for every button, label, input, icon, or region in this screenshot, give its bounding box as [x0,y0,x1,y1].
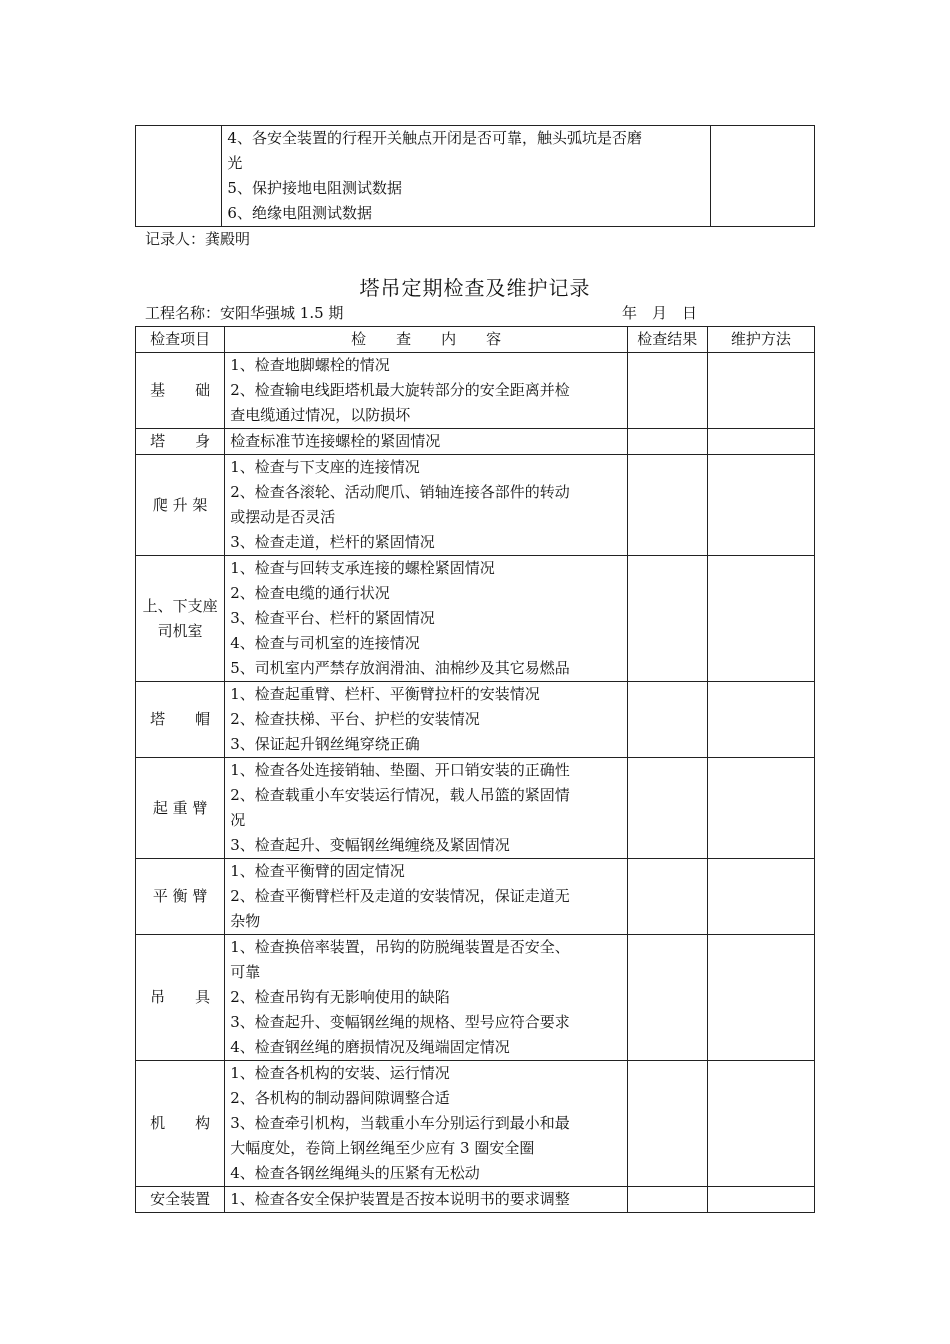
table-row [136,455,815,556]
table-row [136,935,815,1061]
header-item: 检查项目 [136,327,225,353]
content-cell [225,935,628,1061]
content-line: 3、检查牵引机构，当载重小车分别运行到最小和最 [230,1114,570,1132]
method-cell [707,556,814,682]
result-cell [627,556,707,682]
content-line: 1、检查地脚螺栓的情况 [230,356,390,374]
table-row [136,556,815,682]
header-result: 检查结果 [627,327,707,353]
method-cell [707,1061,814,1187]
content-cell [225,556,628,682]
item-cell: 上、下支座 司机室 [136,556,225,682]
content-line: 或摆动是否灵活 [230,508,336,526]
content-line: 2、检查载重小车安装运行情况，载人吊篮的紧固情 [230,786,570,804]
content-line: 查电缆通过情况，以防损坏 [230,406,411,424]
result-cell [627,859,707,935]
item-cell: 塔 帽 [136,682,225,758]
content-line: 检查标准节连接螺栓的紧固情况 [230,432,441,450]
content-line: 3、检查走道，栏杆的紧固情况 [230,533,435,551]
content-line: 1、检查换倍率装置，吊钩的防脱绳装置是否安全、 [230,938,570,956]
item-cell: 起 重 臂 [136,758,225,859]
table-row [136,1061,815,1187]
content-cell [222,126,711,227]
content-line: 1、检查与回转支承连接的螺栓紧固情况 [230,559,495,577]
method-cell [707,353,814,429]
content-line: 光 [227,154,243,172]
date-label: 年 月 日 [622,304,698,322]
header-method: 维护方法 [707,327,814,353]
item-cell: 基 础 [136,353,225,429]
result-cell [627,758,707,859]
content-line: 1、检查起重臂、栏杆、平衡臂拉杆的安装情况 [230,685,540,703]
content-line: 2、检查各滚轮、活动爬爪、销轴连接各部件的转动 [230,483,570,501]
method-cell [707,455,814,556]
content-line: 2、检查输电线距塔机最大旋转部分的安全距离并检 [230,381,570,399]
content-line: 1、检查平衡臂的固定情况 [230,862,405,880]
content-line: 3、检查平台、栏杆的紧固情况 [230,609,435,627]
continued-table [135,125,815,227]
content-line: 1、检查各机构的安装、运行情况 [230,1064,450,1082]
content-cell [225,353,628,429]
content-line: 5、保护接地电阻测试数据 [227,179,402,197]
result-cell [627,1187,707,1213]
content-line: 杂物 [230,912,261,930]
content-line: 4、检查钢丝绳的磨损情况及绳端固定情况 [230,1038,510,1056]
method-cell [707,758,814,859]
content-line: 2、检查吊钩有无影响使用的缺陷 [230,988,450,1006]
content-line: 大幅度处，卷筒上钢丝绳至少应有 3 圈安全圈 [230,1139,535,1157]
result-cell [627,455,707,556]
project-name: 工程名称：安阳华强城 1.5 期 [145,304,344,322]
result-cell [627,935,707,1061]
item-cell: 安全装置 [136,1187,225,1213]
content-line: 2、检查电缆的通行状况 [230,584,390,602]
content-line: 2、各机构的制动器间隙调整合适 [230,1089,450,1107]
content-line: 2、检查平衡臂栏杆及走道的安装情况，保证走道无 [230,887,570,905]
content-cell [225,1061,628,1187]
content-line: 4、各安全装置的行程开关触点开闭是否可靠，触头弧坑是否磨 [227,129,642,147]
item-cell: 吊 具 [136,935,225,1061]
table-row [136,429,815,455]
method-cell [707,429,814,455]
content-line: 5、司机室内严禁存放润滑油、油棉纱及其它易燃品 [230,659,570,677]
item-cell: 平 衡 臂 [136,859,225,935]
content-line: 1、检查各安全保护装置是否按本说明书的要求调整 [230,1190,570,1208]
item-cell [136,126,222,227]
method-cell [707,1187,814,1213]
item-cell: 爬 升 架 [136,455,225,556]
result-cell [627,682,707,758]
table-row [136,1187,815,1213]
content-line: 3、检查起升、变幅钢丝绳缠绕及紧固情况 [230,836,510,854]
table-row [136,859,815,935]
content-line: 1、检查各处连接销轴、垫圈、开口销安装的正确性 [230,761,570,779]
table-row [136,758,815,859]
table-row [136,126,815,227]
content-line: 2、检查扶梯、平台、护栏的安装情况 [230,710,480,728]
result-cell [627,1061,707,1187]
content-cell [225,429,628,455]
content-cell [225,1187,628,1213]
header-content: 检 查 内 容 [225,327,628,353]
content-line: 3、检查起升、变幅钢丝绳的规格、型号应符合要求 [230,1013,570,1031]
content-line: 1、检查与下支座的连接情况 [230,458,420,476]
content-line: 4、检查与司机室的连接情况 [230,634,420,652]
method-cell [707,859,814,935]
content-line: 6、绝缘电阻测试数据 [227,204,372,222]
table-row [136,353,815,429]
content-cell [225,682,628,758]
content-cell [225,859,628,935]
content-line: 3、保证起升钢丝绳穿绕正确 [230,735,420,753]
page-title: 塔吊定期检查及维护记录 [359,276,591,300]
table-row [136,682,815,758]
method-cell [711,126,815,227]
method-cell [707,682,814,758]
result-cell [627,353,707,429]
content-cell [225,455,628,556]
content-line: 况 [230,811,246,829]
recorder-label: 记录人：龚殿明 [145,230,251,248]
content-line: 4、检查各钢丝绳绳头的压紧有无松动 [230,1164,480,1182]
inspection-table [135,326,815,1213]
content-line: 可靠 [230,963,261,981]
result-cell [627,429,707,455]
content-cell [225,758,628,859]
header-row [136,327,815,353]
item-cell: 机 构 [136,1061,225,1187]
item-cell: 塔 身 [136,429,225,455]
method-cell [707,935,814,1061]
